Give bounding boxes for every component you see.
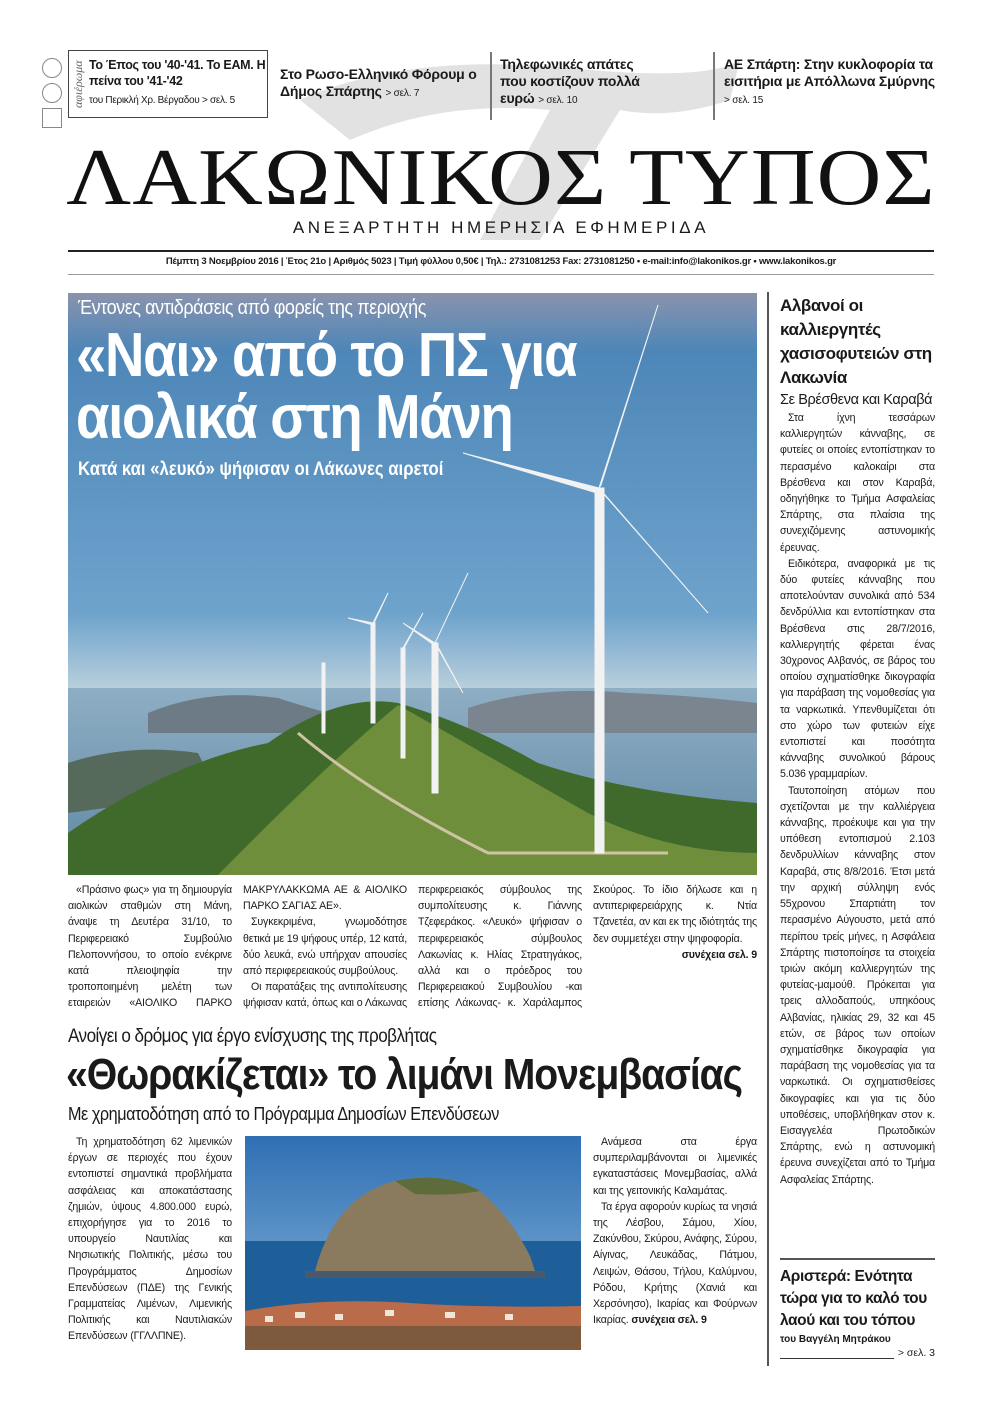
paragraph: «Πράσινο φως» για τη δημιουργία αιολικών σταθμών στη Μάνη, άναψε τη Δευτέρα 31/10, το Περιφερειακό Συμβούλιο Πελοποννήσου, το οποίο ενέκρινε κατά πλειοψηφία την τροποποιημένη μελέτη των εταιρειών «ΑΙΟΛΙΚΟ ΠΑΡΚΟ ΜΑΚΡΥΛΑΚΚΩΜΑ ΑΕ & ΑΙΟΛΙΚΟ ΠΑΡΚΟ ΣΑΓΙΑΣ ΑΕ».	[68, 884, 407, 1010]
masthead-subtitle: ΑΝΕΞΑΡΤΗΤΗ ΗΜΕΡΗΣΙΑ ΕΦΗΜΕΡΙΔΑ	[292, 218, 710, 237]
teaser-feature-box[interactable]	[68, 50, 268, 118]
second-kicker: Ανοίγει ο δρόμος για έργο ενίσχυσης της προβλήτας	[68, 1026, 437, 1047]
opinion-byline: του Βαγγέλη Μητράκου	[780, 1334, 891, 1345]
second-article-col3	[593, 1134, 757, 1328]
divider	[780, 1258, 935, 1260]
sidebar-deck: Σε Βρέσθενα και Καραβά	[780, 392, 933, 408]
second-deck: Με χρηματοδότηση από το Πρόγραμμα Δημοσίων Επενδύσεων	[68, 1104, 499, 1124]
paragraph: Τα έργα αφορούν κυρίως τα νησιά της Λέσβου, Σάμου, Χίου, Ζακύνθου, Σκύρου, Ανάφης, Σύρου, Αίγινας, Λευκάδας, Πάτμου, Λειψών, Θάσου, Τήλου, Καλύμνου, Ρόδου, Κρήτης (Χανιά και Χερσόνησο), Ικαρίας και Φούρνων Ικαρίας. συνέχεια σελ. 9	[593, 1200, 757, 1327]
divider	[713, 52, 715, 120]
paragraph: Τη χρηματοδότηση 62 λιμενικών έργων σε περιοχές που έχουν εντοπιστεί σημαντικά προβλήματα ασφάλειας και αποκατάστασης ζημιών, ύψους 4.800.000 ευρώ, επιχορήγησε για το 2016 το υπουργείο Ναυτιλίας και Νησιωτικής Πολιτικής, μέσω του Προγράμματος Δημοσίων Επενδύσεων (ΠΔΕ) της Γενικής Γραμματείας Λιμένων, Λιμενικής Πολιτικής και Ναυτιλιακών Επενδύσεων (ΓΓΛΛΠΝΕ).	[68, 1136, 232, 1343]
partner-logos	[40, 58, 64, 134]
lead-deck: Κατά και «λευκό» ψήφισαν οι Λάκωνες αιρετοί	[78, 459, 444, 480]
paragraph: Ανάμεσα στα έργα συμπεριλαμβάνονται οι λιμενικές εγκαταστάσεις Μονεμβασίας, αλλά και της γειτονικής Καλαμάτας.	[593, 1136, 757, 1197]
monemvasia-photo	[245, 1136, 581, 1350]
eina-logo-icon	[42, 58, 62, 78]
paragraph: Οι παρατάξεις της αντιπολίτευσης ψήφισαν κατά, όπως και ο Λάκωνας περιφερειακός σύμβουλος της συμπολίτευσης κ. Γιάννης Τζεφεράκος. «Λευκό» ψήφισαν ο περιφερειακός σύμβουλος Λακωνίας κ. Ηλίας Στρατηγάκος, αλλά και ο πρόεδρος του Περιφερειακού Συμβουλίου -και επίσης Λάκωνας- κ. Χαράλαμπος Σκούρος. Το ίδιο δήλωσε και η αντιπεριφερειάρχης κ. Ντία Τζανετέα, αν και εκ της ιδιότητάς της δεν συμμετέχει στην ψηφοφορία.	[243, 884, 757, 1010]
opinion-headline[interactable]: Αριστερά: Ενότητα τώρα για το καλό του λαού και του τόπου	[780, 1268, 927, 1329]
seal-logo-icon	[42, 83, 62, 103]
teaser-3[interactable]: ΑΕ Σπάρτη: Στην κυκλοφορία τα εισιτήρια με Απόλλωνα Σμύρνης > σελ. 15	[724, 56, 935, 106]
sidebar-rule	[767, 292, 769, 1366]
rule	[68, 274, 934, 275]
second-headline[interactable]: «Θωρακίζεται» το λιμάνι Μονεμβασίας	[66, 1050, 742, 1099]
teaser-2[interactable]: Τηλεφωνικές απάτες που κοστίζουν πολλά ευρώ > σελ. 10	[500, 56, 640, 106]
masthead-title: ΛΑΚΩΝΙΚΟΣ ΤΥΠΟΣ	[66, 134, 936, 222]
feature-title: Το Έπος του '40-'41. Το ΕΑΜ. Η πείνα του '41-'42	[89, 58, 266, 88]
lead-headline[interactable]: «Ναι» από το ΠΣ για αιολικά στη Μάνη	[76, 321, 577, 452]
paragraph: Ειδικότερα, αναφορικά με τις δύο φυτείες κάνναβης που αποτελούνταν συνολικά από 534 δενδρύλλια και εντοπίστηκαν στα Βρέσθενα στις 28/7/2016, καλλιεργητής φέρεται ένας 30χρονος Αλβανός, σε βάρος του οποίου σχηματίσθηκε δικογραφία για παράβαση της νομοθεσίας για τα ναρκωτικά. Υπενθυμίζεται ότι στο χώρο των φυτειών είχε εντοπιστεί και ποσότητα κάνναβης συνολικού βάρους 5.036 γραμμαρίων.	[780, 557, 935, 781]
opinion-teaser[interactable]	[780, 1266, 935, 1359]
underline-rule	[780, 1349, 894, 1359]
second-article-col1	[68, 1134, 232, 1345]
issue-info: Πέμπτη 3 Νοεμβρίου 2016 | Έτος 21ο | Αριθμός 5023 | Τιμή φύλλου 0,50€ | Τηλ.: 2731081253 Fax: 2731081250 • e-mail:info@lakonikos.gr • www.lakonikos.gr	[165, 256, 837, 267]
divider	[490, 52, 492, 120]
opinion-page-link[interactable]: > σελ. 3	[897, 1347, 935, 1359]
paragraph: Στα ίχνη τεσσάρων καλλιεργητών κάνναβης, σε φυτείες οι οποίες εντοπίστηκαν το περασμένο καλοκαίρι στα Βρέσθενα και στον Καραβά, οδηγήθηκε το Τμήμα Ασφαλείας Σπάρτης, στα πλαίσια της συνεχιζόμενης αστυνομικής έρευνας.	[780, 412, 935, 554]
lead-article-body	[68, 882, 757, 1014]
feature-byline: του Περικλή Χρ. Βέργαδου > σελ. 5	[89, 95, 235, 106]
paragraph: Συγκεκριμένα, γνωμοδότησε θετικά με 19 ψήφους υπέρ, 12 κατά, δύο λευκά, ενώ υπήρχαν απουσίες από περιφερειακούς συμβούλους.	[243, 916, 407, 978]
sidebar-article	[780, 294, 935, 1188]
barcode-logo-icon	[42, 108, 62, 128]
rule	[68, 250, 934, 252]
continued-link[interactable]: συνέχεια σελ. 9	[631, 1314, 707, 1327]
continued-link[interactable]: συνέχεια σελ. 9	[681, 948, 757, 961]
sidebar-headline[interactable]: Αλβανοί οι καλλιεργητές χασισοφυτειών στη Λακωνία	[780, 296, 932, 387]
paragraph: Ταυτοποίηση ατόμων που σχετίζονται με την καλλιέργεια κάνναβης, προέκυψε και για την υπόθεση εντοπισμού 2.103 δενδρυλλίων κάνναβης στον Καραβά, στις 8/8/2016. Έτσι μετά την αρχική σύλληψη ενός 55χρονου Σπαρτιάτη τον περασμένο Αύγουστο, μετά από περίπου τρείς μήνες, η Ασφάλεια Σπάρτης πιστοποίησε τα στοιχεία τριών ακόμη καλλιεργητών της φυτείας-μαμούθ. Πρόκειται για τρεις αλλοδαπούς, υπηκόους Αλβανίας, ηλικίας 29, 32 και 45 ετών, σε βάρος των οποίων σχηματίσθηκε δικογραφία για παράβαση της νομοθεσίας για τα ναρκωτικά. Οι σχηματισθείσες δικογραφίες και για τις δύο υποθέσεις, υποβλήθηκαν στον κ. Εισαγγελέα Πρωτοδικών Σπάρτης, ενώ η αστυνομική έρευνα συνεχίζεται από το Τμήμα Ασφαλείας Σπάρτης.	[780, 784, 935, 1186]
teaser-1[interactable]: Στο Ρωσο-Ελληνικό Φόρουμ ο Δήμος Σπάρτης > σελ. 7	[280, 66, 477, 99]
lead-kicker: Έντονες αντιδράσεις από φορείς της περιοχής	[78, 297, 426, 319]
feature-label: αφιέρωμα	[71, 60, 85, 108]
lead-photo-wind-turbines	[68, 293, 757, 875]
